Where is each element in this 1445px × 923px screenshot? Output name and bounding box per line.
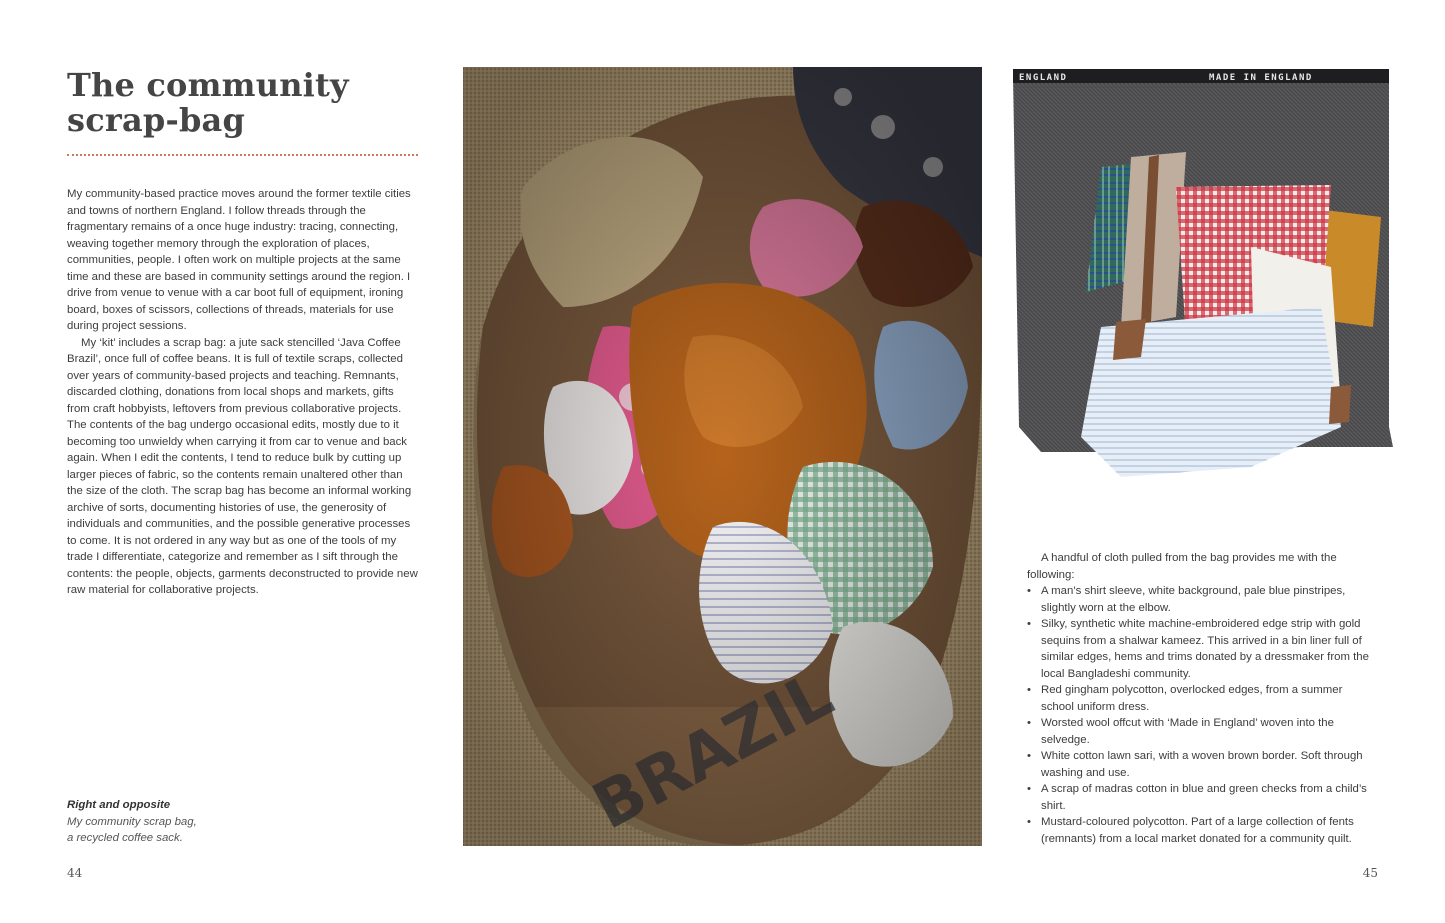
list-item-text: A scrap of madras cotton in blue and green checks from a child’s shirt. xyxy=(1041,783,1367,812)
list-item-text: White cotton lawn sari, with a woven brown border. Soft through washing and use. xyxy=(1041,750,1363,779)
list-item-text: Mustard-coloured polycotton. Part of a large collection of fents (remnants) from a local market donated for a community quilt. xyxy=(1041,816,1354,845)
photo-caption xyxy=(67,797,267,847)
fabric-items xyxy=(1027,583,1373,847)
title-line-1: The community xyxy=(67,66,349,104)
title-line-2: scrap-bag xyxy=(67,101,246,139)
fabric-list xyxy=(1027,550,1373,847)
paragraph-2: My ‘kit’ includes a scrap bag: a jute sack stencilled ‘Java Coffee Brazil’, once full of coffee beans. It is full of textile scraps, collected over years of community-based projects and teaching. Remnants, discarded clothing, donations from local shops and markets, gifts from craft hobbyists, leftovers from previous collaborative projects. The contents of the bag undergo occasional edits, mostly due to it becoming too unwieldy when carrying it from car to venue and back again. When I edit the contents, I tend to reduce bulk by cutting up larger pieces of fabric, so the contents remain unaltered other than the size of the cloth. The scrap bag has become an informal working archive of sorts, documenting histories of use, the generosity of individuals and communities, and the possible generative processes to come. It is not ordered in any way but as one of the tools of my trade I differentiate, categorize and remember as I sift through the contents: the people, objects, garments deconstructed to provide new raw material for collaborative projects. xyxy=(67,336,418,596)
bullet: • xyxy=(1027,684,1031,696)
caption-line-1: My community scrap bag, xyxy=(67,815,197,828)
caption-heading: Right and opposite xyxy=(67,799,171,811)
fabric-scraps-illustration xyxy=(1001,67,1421,499)
body-text xyxy=(67,186,419,599)
list-intro: A handful of cloth pulled from the bag provides me with the following: xyxy=(1027,552,1337,581)
paragraph-1: My community-based practice moves around the former textile cities and towns of northern England. I follow threads through the fragmentary remains of a once huge industry: tracing, connecting, weaving together memory through the exploration of places, communities, people. I often work on multiple projects at the same time and these are based in community settings around the region. I drive from venue to venue with a car boot full of equipment, ironing board, boxes of scissors, collections of threads, materials for use during project sessions. xyxy=(67,188,411,332)
list-item xyxy=(1027,814,1373,847)
list-item xyxy=(1027,682,1373,715)
bullet: • xyxy=(1027,816,1031,828)
bullet: • xyxy=(1027,717,1031,729)
page-number-left: 44 xyxy=(67,866,83,880)
bullet: • xyxy=(1027,750,1031,762)
selvedge-text-left: ENGLAND xyxy=(1019,73,1068,83)
list-item xyxy=(1027,715,1373,748)
page-title xyxy=(67,68,427,138)
list-item-text: Worsted wool offcut with ‘Made in England’ woven into the selvedge. xyxy=(1041,717,1334,746)
bullet: • xyxy=(1027,618,1031,630)
list-item xyxy=(1027,583,1373,616)
list-item-text: A man’s shirt sleeve, white background, pale blue pinstripes, slightly worn at the elbow. xyxy=(1041,585,1346,614)
list-item-text: Red gingham polycotton, overlocked edges, from a summer school uniform dress. xyxy=(1041,684,1343,713)
list-item xyxy=(1027,616,1373,682)
caption-line-2: a recycled coffee sack. xyxy=(67,832,183,844)
bullet: • xyxy=(1027,783,1031,795)
list-item-text: Silky, synthetic white machine-embroidered edge strip with gold sequins from a shalwar kameez. This arrived in a bin liner full of similar edges, hems and trims donated by a dressmaker from the local Bangladeshi community. xyxy=(1041,618,1369,680)
bullet: • xyxy=(1027,585,1031,597)
list-item xyxy=(1027,781,1373,814)
list-item xyxy=(1027,748,1373,781)
title-divider xyxy=(67,154,418,156)
fabric-scraps-photo xyxy=(1001,67,1421,499)
scrap-bag-photo xyxy=(463,67,982,846)
scrap-bag-illustration xyxy=(463,67,982,846)
page-number-right: 45 xyxy=(1362,866,1378,880)
selvedge-text-right: MADE IN ENGLAND xyxy=(1209,73,1313,83)
